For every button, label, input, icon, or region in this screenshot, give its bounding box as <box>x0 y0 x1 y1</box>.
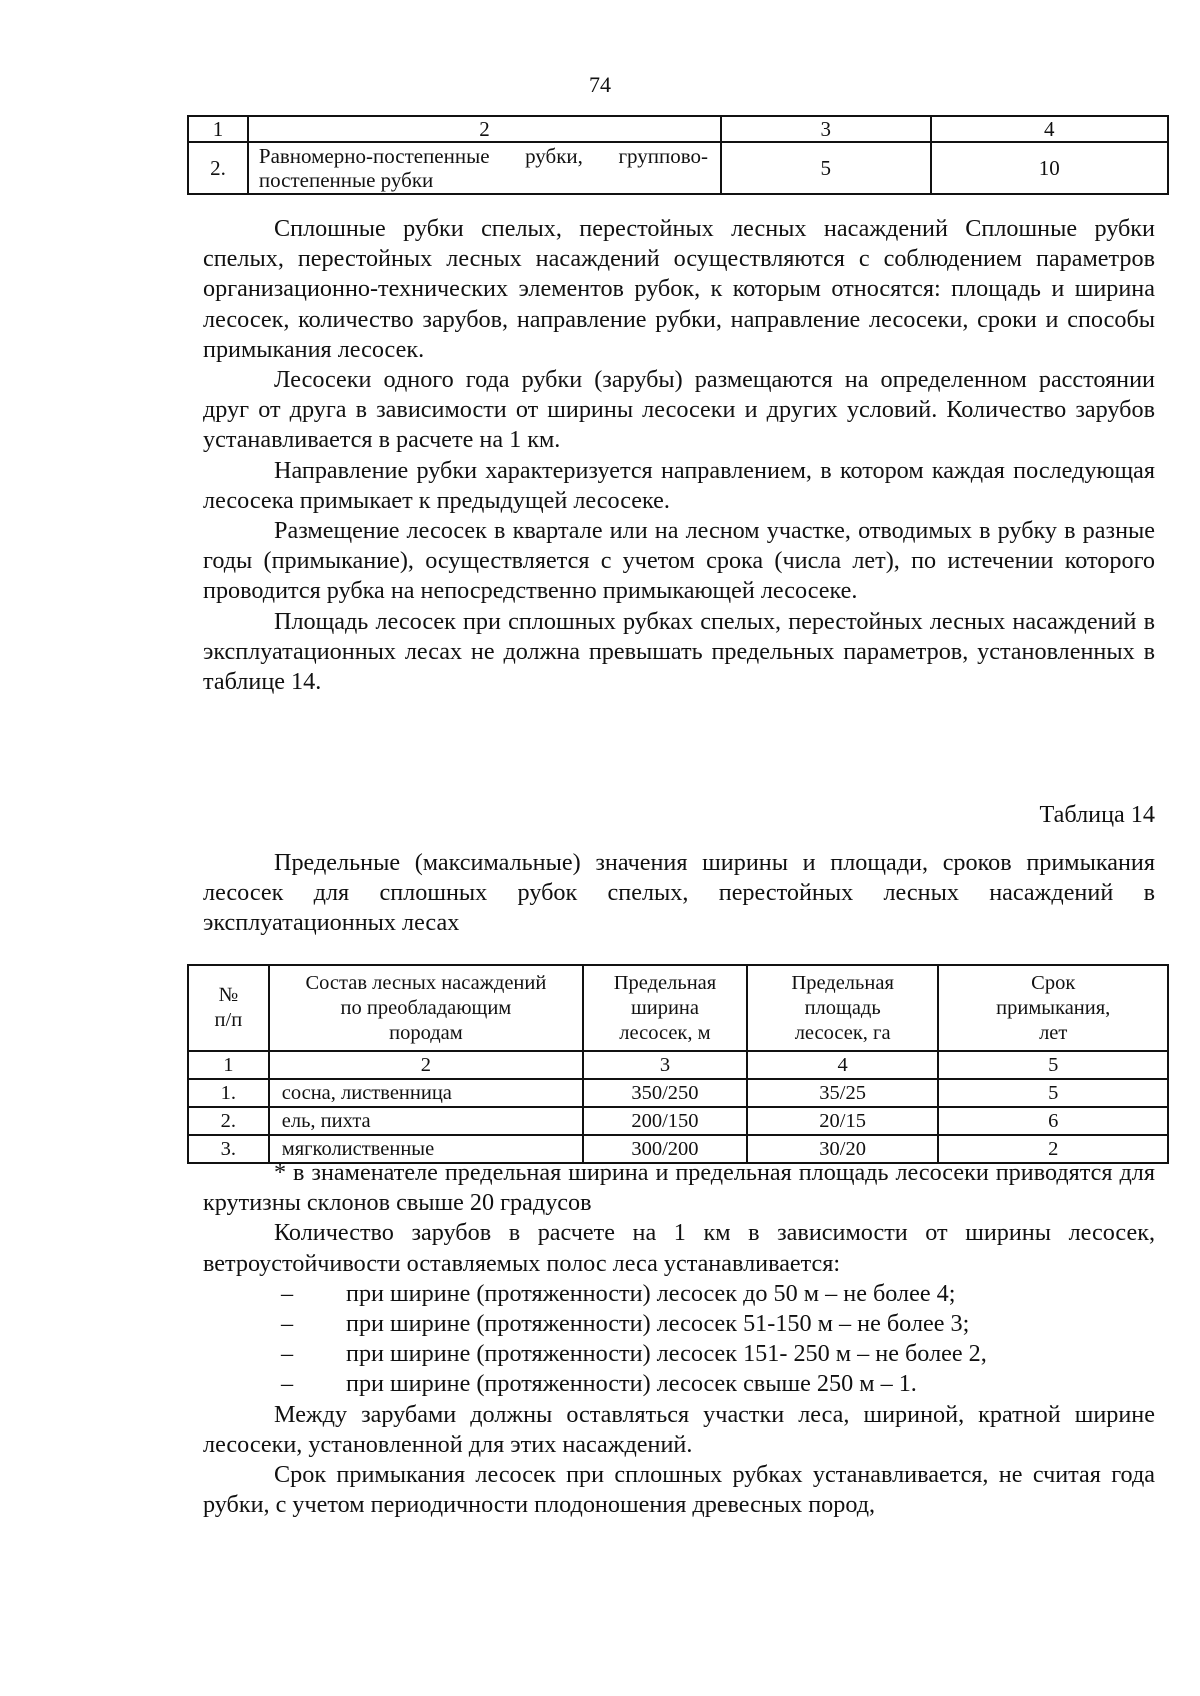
table-cell: 2 <box>248 116 721 142</box>
paragraph: Лесосеки одного года рубки (зарубы) размещаются на определенном расстоянии друг от друга в зависимости от ширины лесосеки и других условий. Количество зарубов устанавливается в расчете на 1 км. <box>203 366 1155 454</box>
table-cell: 3 <box>583 1051 747 1079</box>
dash-marker: – <box>281 1279 294 1307</box>
row-number: 3. <box>188 1135 269 1163</box>
paragraph: Размещение лесосек в квартале или на лесном участке, отводимых в рубку в разные годы (примыкание), осуществляется с учетом срока (числа лет), по истечении которого проводится рубка на непосредственно примыкающей лесосеке. <box>203 517 1155 605</box>
header-line: п/п <box>214 1009 243 1031</box>
header-line: лесосек, га <box>794 1021 891 1044</box>
table-cell: 1 <box>188 116 248 142</box>
body-text-bottom <box>203 1158 1155 1520</box>
paragraph: Площадь лесосек при сплошных рубках спелых, перестойных лесных насаждений в эксплуатационных лесах не должна превышать предельных параметров, установленных в таблице 14. <box>203 607 1155 696</box>
header-width <box>583 965 747 1051</box>
max-area: 20/15 <box>747 1107 939 1135</box>
table-row <box>188 1079 1168 1107</box>
table-cell: 1 <box>188 1051 269 1079</box>
header-line: породам <box>389 1021 463 1044</box>
list-item-text: при ширине (протяженности) лесосек 151- 250 м – не более 2, <box>346 1340 987 1368</box>
header-line: № <box>218 984 239 1006</box>
limits-table <box>187 964 1169 1164</box>
header-line: примыкания, <box>996 996 1111 1019</box>
table-title: Предельные (максимальные) значения ширины и площади, сроков примыкания лесосек для сплошных рубок спелых, перестойных лесных насаждений в эксплуатационных лесах <box>203 849 1155 937</box>
cutting-type <box>248 142 721 194</box>
adjacency-term: 2 <box>938 1135 1168 1163</box>
header-area <box>747 965 939 1051</box>
header-line: Срок <box>1031 971 1076 994</box>
list-item <box>203 1369 1155 1399</box>
row-number: 2. <box>188 1107 269 1135</box>
cuts-list <box>203 1279 1155 1400</box>
paragraph: Направление рубки характеризуется направлением, в котором каждая последующая лесосека примыкает к предыдущей лесосеке. <box>203 456 1155 514</box>
list-item <box>203 1309 1155 1339</box>
list-item-text: при ширине (протяженности) лесосек до 50 м – не более 4; <box>346 1279 956 1307</box>
table-header-row <box>188 965 1168 1051</box>
header-line: лет <box>1039 1021 1068 1044</box>
header-line: Предельная <box>791 971 894 994</box>
header-line: Состав лесных насаждений <box>305 971 547 994</box>
max-width: 200/150 <box>583 1107 747 1135</box>
header-line: площадь <box>804 996 881 1019</box>
adjacency-term: 5 <box>938 1079 1168 1107</box>
cutting-type-line: Равномерно-постепенные рубки, группово- <box>258 144 709 168</box>
dash-marker: – <box>281 1370 294 1398</box>
tree-composition: сосна, лиственница <box>269 1079 583 1107</box>
table-row <box>188 1107 1168 1135</box>
table-cell: 5 <box>721 142 930 194</box>
table-header-row <box>188 116 1168 142</box>
max-area: 30/20 <box>747 1135 939 1163</box>
max-width: 300/200 <box>583 1135 747 1163</box>
cutting-type-line: постепенные рубки <box>258 168 434 192</box>
page-number: 74 <box>589 72 611 97</box>
list-item <box>203 1279 1155 1309</box>
adjacency-term: 6 <box>938 1107 1168 1135</box>
max-width: 350/250 <box>583 1079 747 1107</box>
dash-marker: – <box>281 1310 294 1338</box>
header-term <box>938 965 1168 1051</box>
footnote: * в знаменателе предельная ширина и предельная площадь лесосеки приводятся для крутизны склонов свыше 20 градусов <box>203 1159 1155 1217</box>
continued-table <box>187 115 1169 195</box>
row-number: 2. <box>188 142 248 194</box>
header-composition <box>269 965 583 1051</box>
paragraph: Срок примыкания лесосек при сплошных рубках устанавливается, не считая года рубки, с учетом периодичности плодоношения древесных пород, <box>203 1461 1155 1519</box>
header-line: Предельная <box>613 971 717 994</box>
paragraph: Сплошные рубки спелых, перестойных лесных насаждений Сплошные рубки спелых, перестойных лесных насаждений осуществляются с соблюдением параметров организационно-технических элементов рубок, к которым относятся: площадь и ширина лесосек, количество зарубов, направление рубки, направление лесосеки, сроки и способы примыкания лесосек. <box>203 215 1155 363</box>
header-line: по преобладающим <box>340 996 512 1019</box>
table-cell: 4 <box>747 1051 939 1079</box>
table-cell: 10 <box>931 142 1168 194</box>
list-item-text: при ширине (протяженности) лесосек свыше 250 м – 1. <box>346 1370 917 1398</box>
table-label: Таблица 14 <box>1039 801 1155 828</box>
table-cell: 3 <box>721 116 930 142</box>
paragraph: Количество зарубов в расчете на 1 км в зависимости от ширины лесосек, ветроустойчивости оставляемых полос леса устанавливается: <box>203 1219 1155 1277</box>
table-cell: 4 <box>931 116 1168 142</box>
header-line: лесосек, м <box>619 1021 711 1044</box>
tree-composition: мягколиственные <box>269 1135 583 1163</box>
table-cell: 5 <box>938 1051 1168 1079</box>
list-item <box>203 1339 1155 1369</box>
body-text-top <box>203 214 1155 697</box>
header-line: ширина <box>630 996 699 1019</box>
table-title-block <box>203 848 1155 939</box>
dash-marker: – <box>281 1340 294 1368</box>
list-item-text: при ширине (протяженности) лесосек 51-150 м – не более 3; <box>346 1310 970 1338</box>
row-number: 1. <box>188 1079 269 1107</box>
paragraph: Между зарубами должны оставляться участки леса, шириной, кратной ширине лесосеки, установленной для этих насаждений. <box>203 1400 1155 1458</box>
column-number-row <box>188 1051 1168 1079</box>
tree-composition: ель, пихта <box>269 1107 583 1135</box>
table-row <box>188 142 1168 194</box>
table-cell: 2 <box>269 1051 583 1079</box>
max-area: 35/25 <box>747 1079 939 1107</box>
header-num <box>188 965 269 1051</box>
